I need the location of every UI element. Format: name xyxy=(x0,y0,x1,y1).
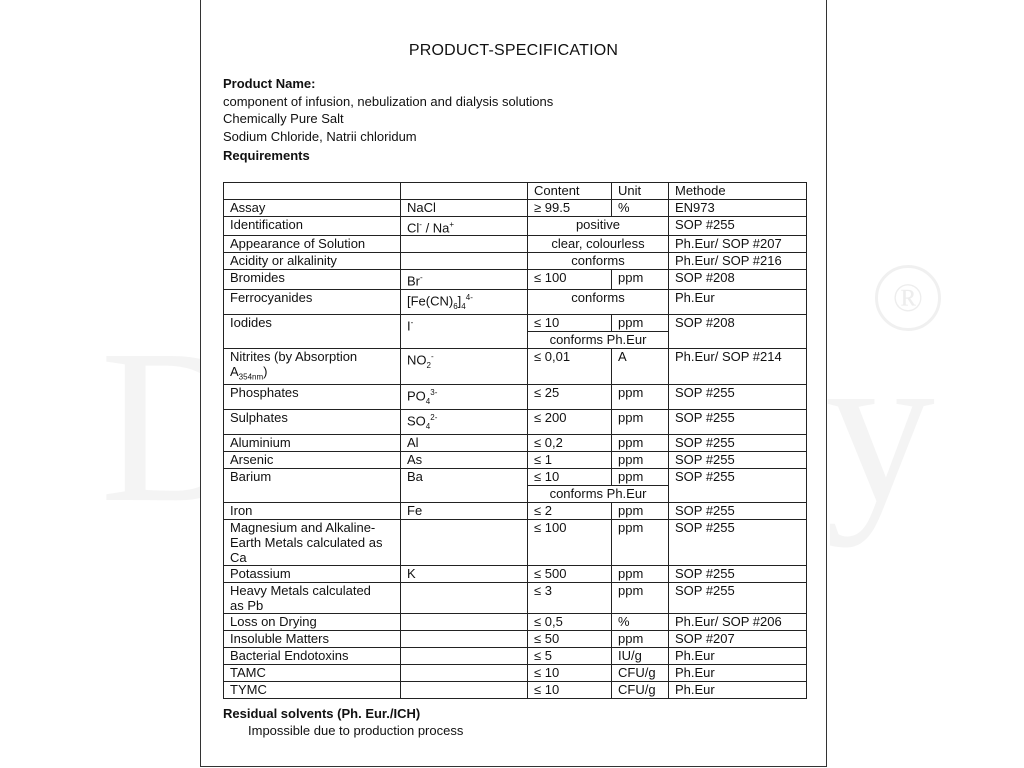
table-row xyxy=(224,682,807,699)
header-unit: Unit xyxy=(612,183,669,200)
param-name: Sulphates xyxy=(224,410,401,435)
param-unit: ppm xyxy=(612,566,669,583)
param-method: SOP #255 xyxy=(669,435,807,452)
param-name: Nitrites (by Absorption $A_{354nm}$) xyxy=(224,348,401,385)
param-unit: ppm xyxy=(612,520,669,566)
param-unit: % xyxy=(612,200,669,217)
param-formula: As xyxy=(401,452,528,469)
param-name: TAMC xyxy=(224,665,401,682)
param-method: Ph.Eur/ SOP #207 xyxy=(669,236,807,253)
param-name: Potassium xyxy=(224,566,401,583)
param-method: SOP #255 xyxy=(669,520,807,566)
param-name: Loss on Drying xyxy=(224,614,401,631)
param-content: ≤ 100 xyxy=(528,270,612,289)
header-methode: Methode xyxy=(669,183,807,200)
param-method: SOP #208 xyxy=(669,270,807,289)
param-unit: ppm xyxy=(612,435,669,452)
param-method: SOP #255 xyxy=(669,410,807,435)
param-unit: ppm xyxy=(612,631,669,648)
table-row xyxy=(224,200,807,217)
param-method: SOP #255 xyxy=(669,385,807,410)
param-method: SOP #255 xyxy=(669,503,807,520)
param-formula: K xyxy=(401,566,528,583)
param-unit: CFU/g xyxy=(612,682,669,699)
table-row xyxy=(224,665,807,682)
param-method: Ph.Eur xyxy=(669,648,807,665)
table-row xyxy=(224,289,807,314)
param-formula: Ba xyxy=(401,469,528,503)
param-method: Ph.Eur xyxy=(669,289,807,314)
param-name: Assay xyxy=(224,200,401,217)
table-row xyxy=(224,314,807,331)
param-content: ≤ 10 xyxy=(528,682,612,699)
param-method: EN973 xyxy=(669,200,807,217)
param-note: conforms Ph.Eur xyxy=(528,331,669,348)
requirements-label: Requirements xyxy=(223,148,310,163)
param-name: Barium xyxy=(224,469,401,503)
param-content: ≤ 0,2 xyxy=(528,435,612,452)
param-content: ≤ 10 xyxy=(528,469,612,486)
product-line: Chemically Pure Salt xyxy=(223,111,344,126)
param-method: SOP #255 xyxy=(669,452,807,469)
param-content: ≤ 200 xyxy=(528,410,612,435)
param-method: SOP #207 xyxy=(669,631,807,648)
param-content: conforms xyxy=(528,289,669,314)
table-row xyxy=(224,452,807,469)
param-method: Ph.Eur xyxy=(669,682,807,699)
param-content: clear, colourless xyxy=(528,236,669,253)
param-method: SOP #255 xyxy=(669,469,807,503)
param-name: Heavy Metals calculated as Pb xyxy=(224,583,401,614)
param-name: Phosphates xyxy=(224,385,401,410)
param-content: ≤ 2 xyxy=(528,503,612,520)
param-name: Identification xyxy=(224,217,401,236)
param-unit: ppm xyxy=(612,503,669,520)
table-header-row xyxy=(224,183,807,200)
param-formula: Cl- / Na+ xyxy=(401,217,528,236)
param-name: Acidity or alkalinity xyxy=(224,253,401,270)
param-unit: IU/g xyxy=(612,648,669,665)
residual-solvents-text: Impossible due to production process xyxy=(248,723,464,738)
page-title: PRODUCT-SPECIFICATION xyxy=(408,42,619,59)
param-formula: $SO_4^{2-}$ xyxy=(401,410,528,435)
param-method: SOP #255 xyxy=(669,217,807,236)
param-formula: Al xyxy=(401,435,528,452)
param-name: Ferrocyanides xyxy=(224,289,401,314)
param-content: ≤ 500 xyxy=(528,566,612,583)
param-formula: Br- xyxy=(401,270,528,289)
param-formula: I- xyxy=(401,314,528,348)
param-content: ≤ 1 xyxy=(528,452,612,469)
param-content: ≤ 50 xyxy=(528,631,612,648)
specification-table xyxy=(223,182,807,699)
param-formula: $PO_4^{3-}$ xyxy=(401,385,528,410)
param-unit: ppm xyxy=(612,410,669,435)
param-formula: NaCl xyxy=(401,200,528,217)
param-unit: ppm xyxy=(612,452,669,469)
param-unit: ppm xyxy=(612,314,669,331)
param-name: TYMC xyxy=(224,682,401,699)
table-row xyxy=(224,469,807,486)
param-method: SOP #255 xyxy=(669,566,807,583)
param-content: ≤ 25 xyxy=(528,385,612,410)
table-row xyxy=(224,631,807,648)
product-name-label: Product Name: xyxy=(223,76,316,91)
param-name: Aluminium xyxy=(224,435,401,452)
param-unit: ppm xyxy=(612,469,669,486)
residual-solvents-block xyxy=(223,705,463,739)
param-unit: A xyxy=(612,348,669,385)
param-content: ≤ 100 xyxy=(528,520,612,566)
table-row xyxy=(224,348,807,385)
param-content: ≤ 10 xyxy=(528,665,612,682)
param-content: ≤ 10 xyxy=(528,314,612,331)
table-row xyxy=(224,648,807,665)
param-content: ≤ 3 xyxy=(528,583,612,614)
table-row xyxy=(224,503,807,520)
header-content: Content xyxy=(528,183,612,200)
param-name: Bacterial Endotoxins xyxy=(224,648,401,665)
table-row xyxy=(224,435,807,452)
param-formula: Fe xyxy=(401,503,528,520)
param-name: Bromides xyxy=(224,270,401,289)
param-method: Ph.Eur/ SOP #216 xyxy=(669,253,807,270)
param-unit: ppm xyxy=(612,385,669,410)
param-content: conforms xyxy=(528,253,669,270)
specification-sheet xyxy=(200,0,827,767)
table-row xyxy=(224,614,807,631)
product-line: Sodium Chloride, Natrii chloridum xyxy=(223,128,417,144)
param-unit: CFU/g xyxy=(612,665,669,682)
param-content: positive xyxy=(528,217,669,236)
table-row xyxy=(224,385,807,410)
table-row xyxy=(224,583,807,614)
registered-mark: ® xyxy=(875,265,941,331)
table-row xyxy=(224,270,807,289)
param-name: Iodides xyxy=(224,314,401,348)
table-row xyxy=(224,236,807,253)
param-method: SOP #255 xyxy=(669,583,807,614)
param-name: Appearance of Solution xyxy=(224,236,401,253)
param-name: Arsenic xyxy=(224,452,401,469)
product-name-block xyxy=(223,75,553,145)
table-row xyxy=(224,566,807,583)
param-note: conforms Ph.Eur xyxy=(528,486,669,503)
param-name: Iron xyxy=(224,503,401,520)
table-row xyxy=(224,217,807,236)
table-row xyxy=(224,410,807,435)
param-method: SOP #208 xyxy=(669,314,807,348)
table-row xyxy=(224,253,807,270)
product-line: component of infusion, nebulization and dialysis solutions xyxy=(223,93,554,109)
param-unit: ppm xyxy=(612,583,669,614)
table-row xyxy=(224,520,807,566)
param-unit: % xyxy=(612,614,669,631)
param-method: Ph.Eur/ SOP #214 xyxy=(669,348,807,385)
param-content: ≤ 0,5 xyxy=(528,614,612,631)
param-formula: $[Fe(CN)_6]_4^{4-}$ xyxy=(401,289,528,314)
param-name: Magnesium and Alkaline- Earth Metals calculated as Ca xyxy=(224,520,401,566)
param-content: ≤ 0,01 xyxy=(528,348,612,385)
param-method: Ph.Eur/ SOP #206 xyxy=(669,614,807,631)
residual-solvents-label: Residual solvents (Ph. Eur./ICH) xyxy=(223,706,421,721)
param-formula: $NO_2^-$ xyxy=(401,348,528,385)
param-unit: ppm xyxy=(612,270,669,289)
param-name: Insoluble Matters xyxy=(224,631,401,648)
param-method: Ph.Eur xyxy=(669,665,807,682)
param-content: ≤ 5 xyxy=(528,648,612,665)
param-content: ≥ 99.5 xyxy=(528,200,612,217)
